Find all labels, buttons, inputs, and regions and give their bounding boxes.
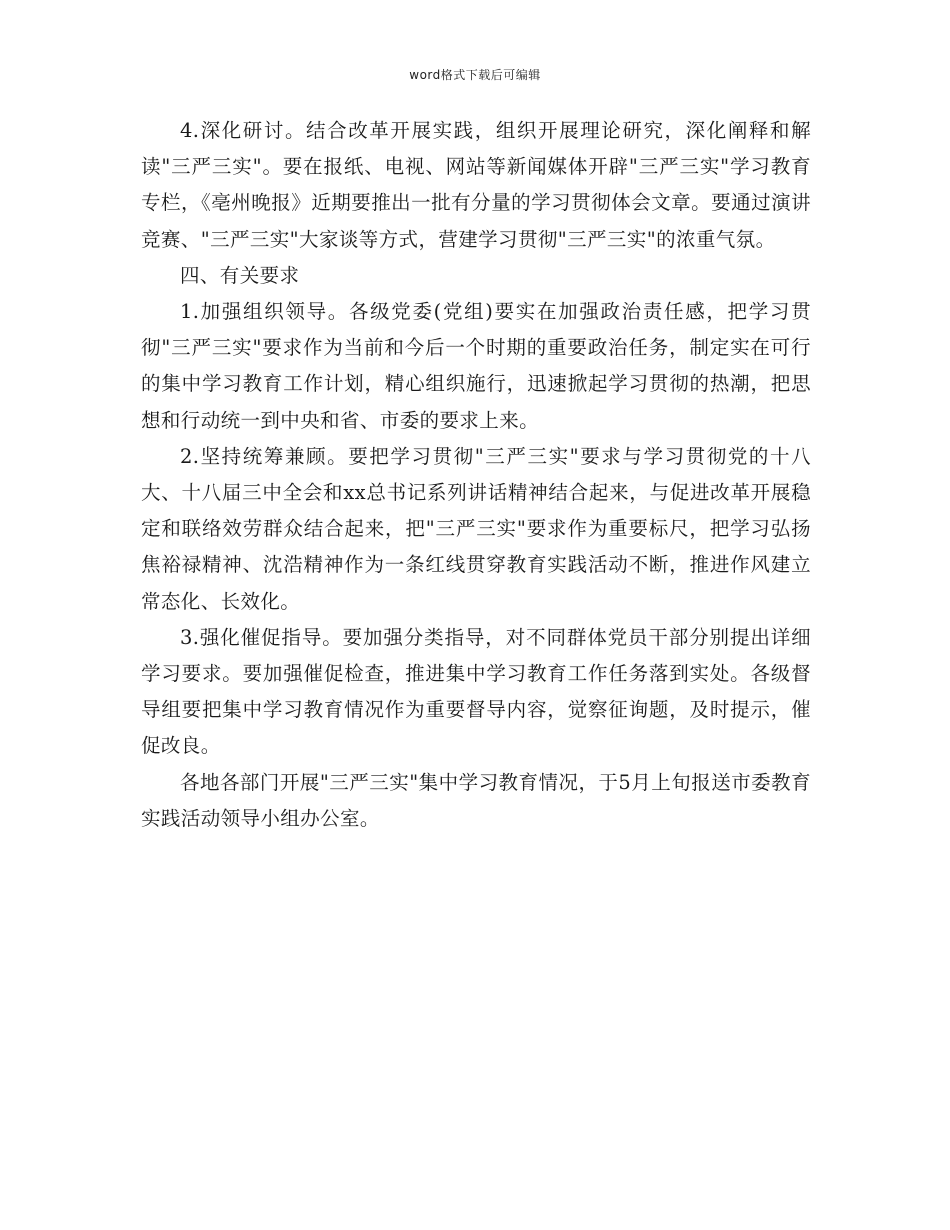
paragraph-strengthen-leadership: 1.加强组织领导。各级党委(党组)要实在加强政治责任感，把学习贯彻"三严三实"要求作为当前和今后一个时期的重要政治任务，制定实在可行的集中学习教育工作计划，精心组织施行，迅速掀起学习贯彻的热潮，把思想和行动统一到中央和省、市委的要求上来。 xyxy=(141,300,811,432)
page-header: word格式下载后可编辑 xyxy=(409,68,541,82)
paragraph-deepen-research: 4.深化研讨。结合改革开展实践，组织开展理论研究，深化阐释和解读"三严三实"。要在报纸、电视、网站等新闻媒体开辟"三严三实"学习教育专栏，《亳州晚报》近期要推出一批有分量的学习贯彻体会文章。要通过演讲竞赛、"三严三实"大家谈等方式，营建学习贯彻"三严三实"的浓重气氛。 xyxy=(141,119,811,251)
paragraph-reporting-deadline: 各地各部门开展"三严三实"集中学习教育情况，于5月上旬报送市委教育实践活动领导小组办公室。 xyxy=(141,770,811,830)
paragraph-supervision-guidance: 3.强化催促指导。要加强分类指导，对不同群体党员干部分别提出详细学习要求。要加强催促检查，推进集中学习教育工作任务落到实处。各级督导组要把集中学习教育情况作为重要督导内容，觉察征询题，及时提示，催促改良。 xyxy=(141,625,811,758)
section-heading-requirements: 四、有关要求 xyxy=(180,263,300,287)
document-body xyxy=(141,113,811,837)
paragraph-overall-planning: 2.坚持统筹兼顾。要把学习贯彻"三严三实"要求与学习贯彻党的十八大、十八届三中全会和xx总书记系列讲话精神结合起来，与促进改革开展稳定和联络效劳群众结合起来，把"三严三实"要求作为重要标尺，把学习弘扬焦裕禄精神、沈浩精神作为一条红线贯穿教育实践活动不断，推进作风建立常态化、长效化。 xyxy=(141,444,811,613)
